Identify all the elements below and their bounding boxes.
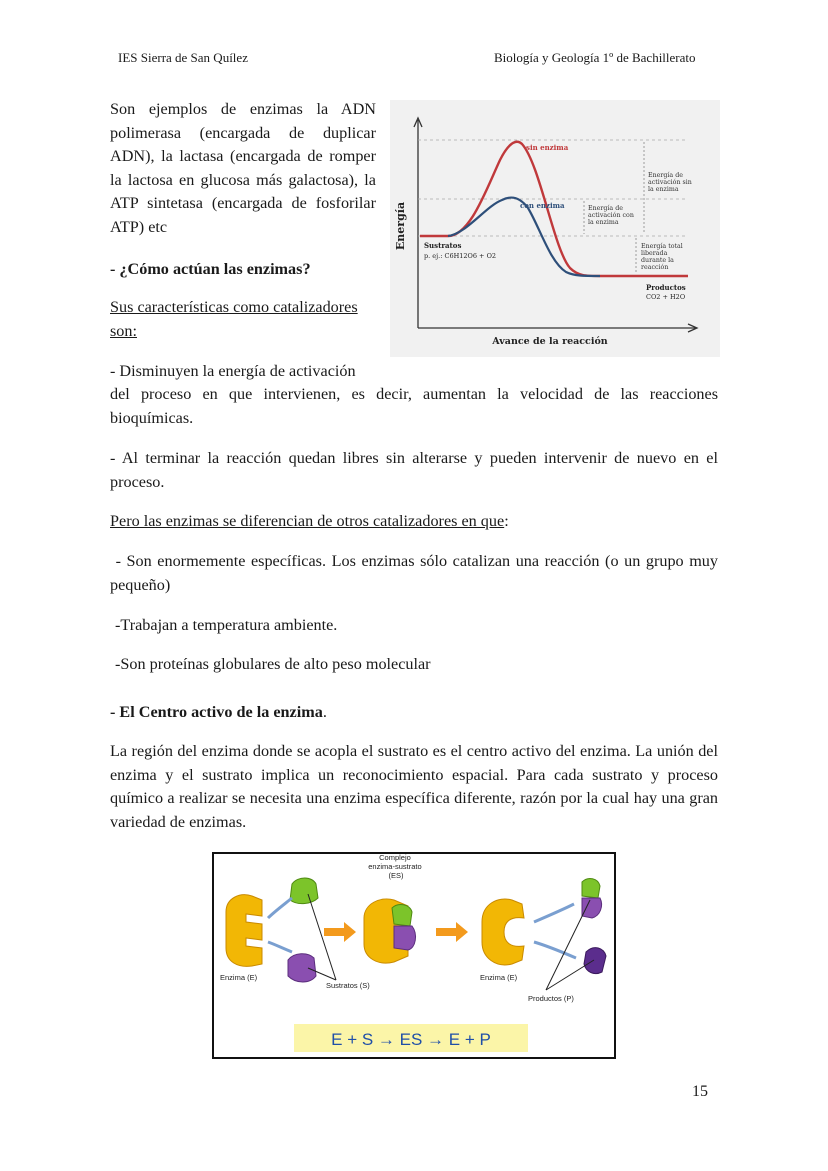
substrates-label: Sustratos (S) <box>326 981 370 990</box>
difference-3: -Son proteínas globulares de alto peso molecular <box>115 655 431 673</box>
substrate-green <box>290 878 318 904</box>
enzyme-label-2: Enzima (E) <box>480 973 518 982</box>
property-1-start: - Disminuyen la energía de activación <box>110 362 356 380</box>
complex-es-green <box>392 905 412 926</box>
substrate-purple <box>288 954 316 982</box>
label-total-line3: durante la <box>641 257 674 264</box>
complex-label-line2: enzima-sustrato <box>368 862 422 871</box>
label-products-example: CO2 + H2O <box>646 293 686 301</box>
property-2: - Al terminar la reacción quedan libres sin alterarse y pueden intervenir de nuevo en el proceso. <box>110 449 718 491</box>
difference-1: - Son enormemente específicas. Los enzimas sólo catalizan una reacción (o un grupo muy pequeño) <box>110 552 723 594</box>
section-title-how-enzymes-act: - ¿Cómo actúan las enzimas? <box>110 260 311 278</box>
differences-title <box>110 510 718 534</box>
complex-es-purple <box>394 926 415 950</box>
label-ea-without-line2: activación sin <box>648 179 692 186</box>
intro-paragraph: Son ejemplos de enzimas la ADN polimerasa (encargada de duplicar ADN), la lactasa (encargada de romper la lactosa en glucosa más galactosa), la ATP sintetasa (encargada de fosforilar ATP) etc <box>110 100 376 236</box>
label-substrates-example: p. ej.: C6H12O6 + O2 <box>424 252 497 260</box>
header-course: Biología y Geología 1º de Bachillerato <box>494 50 696 65</box>
label-ea-with-line3: la enzima <box>588 219 619 226</box>
property-1-end: del proceso en que intervienen, es decir, aumentan la velocidad de las reacciones bioquímicas. <box>110 385 718 427</box>
page-number: 15 <box>692 1083 708 1100</box>
differences-title-text: Pero las enzimas se diferencian de otros catalizadores en que <box>110 512 505 530</box>
active-center-title-dot: . <box>322 703 327 721</box>
difference-2: -Trabajan a temperatura ambiente. <box>115 616 338 634</box>
label-ea-without-line1: Energía de <box>648 172 683 179</box>
enzyme-label-1: Enzima (E) <box>220 973 258 982</box>
section-title-active-center <box>110 701 718 725</box>
properties-title-text: Sus características como catalizadores son <box>110 298 358 340</box>
product-green <box>582 879 600 898</box>
label-total-line1: Energía total <box>641 243 683 250</box>
products-label: Productos (P) <box>528 994 574 1003</box>
enzyme-e-1 <box>226 895 262 967</box>
differences-title-colon: : <box>504 512 509 530</box>
complex-label-line1: Complejo <box>379 853 411 862</box>
energy-diagram-background <box>390 100 720 357</box>
label-without-enzyme: sin enzima <box>526 143 569 152</box>
enzyme-substrate-diagram <box>212 852 616 1059</box>
equation: E + S → ES → E + P <box>331 1030 491 1049</box>
product-purple-2 <box>584 948 606 974</box>
complex-label-line3: (ES) <box>388 871 404 880</box>
label-total-line2: liberada <box>641 250 668 257</box>
active-center-paragraph: La región del enzima donde se acopla el sustrato es el centro activo del enzima. La unión del enzima y el sustrato implica un reconocimiento espacial. Para cada sustrato y proceso químico a realizar se necesita una enzima específica diferente, razón por la cual hay una gran variedad de enzimas. <box>110 742 718 831</box>
header-school: IES Sierra de San Quílez <box>118 50 248 65</box>
x-axis-label: Avance de la reacción <box>492 336 608 347</box>
energy-diagram <box>390 100 720 357</box>
properties-title-colon: : <box>132 321 137 340</box>
label-substrates: Sustratos <box>424 241 462 250</box>
label-ea-with-line2: activación con <box>588 212 634 219</box>
label-total-line4: reacción <box>641 264 669 271</box>
properties-title <box>110 296 376 343</box>
label-products: Productos <box>646 283 686 292</box>
label-with-enzyme: con enzima <box>520 201 565 210</box>
y-axis-label: Energía <box>394 201 407 251</box>
label-ea-without-line3: la enzima <box>648 186 679 193</box>
label-ea-with-line1: Energía de <box>588 205 623 212</box>
active-center-title-text: - El Centro activo de la enzima <box>110 703 323 721</box>
